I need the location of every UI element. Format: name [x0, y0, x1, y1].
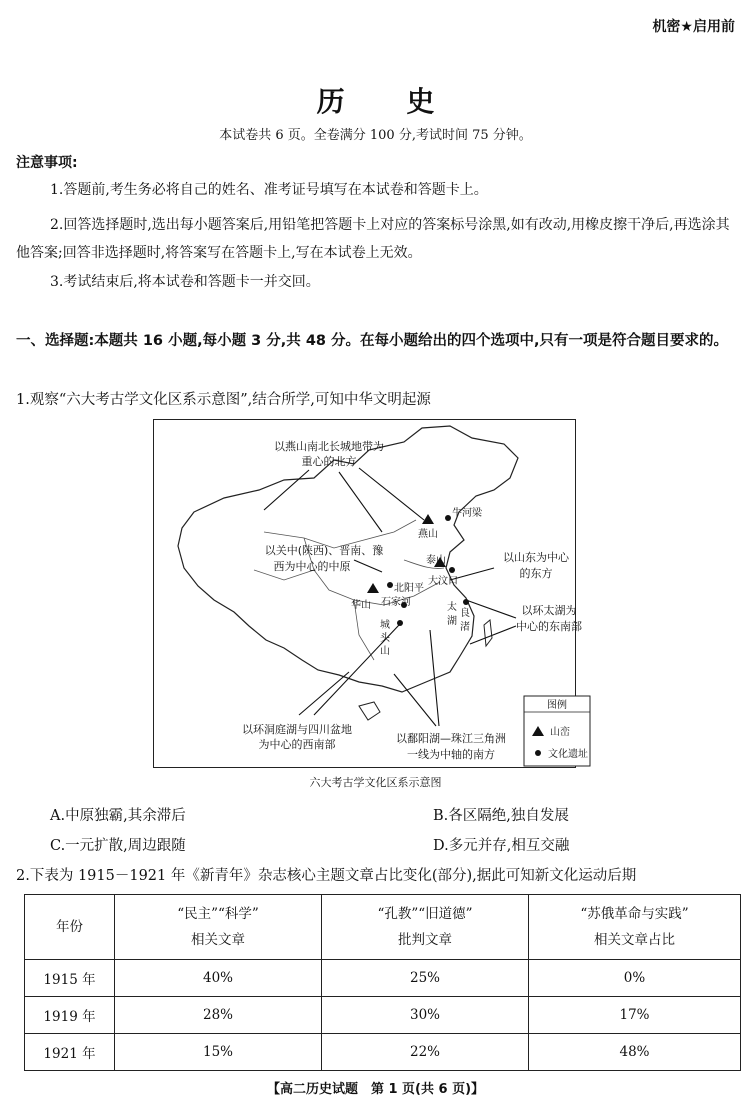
site-dot-beiyangping	[387, 582, 393, 588]
mountain-label-huashan: 华山	[351, 600, 371, 611]
region-label-south-2: 一线为中轴的南方	[407, 748, 495, 761]
culture-region-map	[153, 419, 588, 768]
site-label-niuheliang: 牛河梁	[452, 508, 482, 519]
site-label-liangzhu-2: 渚	[460, 622, 470, 633]
table-header-row	[25, 895, 741, 960]
table-cell: 1915 年	[25, 960, 115, 997]
header-line: 相关文章占比	[594, 932, 675, 948]
region-label-southwest-2: 为中心的西南部	[258, 738, 336, 751]
map-svg	[154, 420, 588, 767]
region-label-southwest-1: 以环洞庭湖与四川盆地	[242, 723, 352, 736]
mountain-marker-yanshan	[422, 514, 434, 524]
site-label-taihu-2: 湖	[447, 616, 457, 627]
table-row	[25, 1034, 741, 1071]
site-label-liangzhu-1: 良	[460, 608, 470, 619]
site-label-chengtoushan-3: 山	[380, 646, 390, 657]
site-dot-niuheliang	[445, 515, 451, 521]
map-legend	[524, 696, 590, 766]
table-header-cell	[115, 895, 322, 960]
mountain-label-yanshan: 燕山	[418, 529, 438, 540]
table-cell: 15%	[115, 1034, 322, 1071]
q1-option-b: B.各区隔绝,独自发展	[433, 808, 569, 824]
region-label-north-2: 重心的北方	[301, 455, 357, 468]
question-1-stem: 1.观察“六大考古学文化区系示意图”,结合所学,可知中华文明起源	[16, 392, 431, 408]
table-cell: 25%	[322, 960, 529, 997]
table-cell: 17%	[529, 997, 741, 1034]
q1-option-d: D.多元并存,相互交融	[433, 838, 570, 854]
header-line: “苏俄革命与实践”	[580, 906, 689, 922]
site-label-beiyangping: 北阳平	[394, 583, 424, 594]
site-dot-chengtoushan	[397, 620, 403, 626]
site-dot-liangzhu	[463, 599, 469, 605]
notice-item-1: 1.答题前,考生务必将自己的姓名、准考证号填写在本试卷和答题卡上。	[50, 182, 488, 198]
notice-heading: 注意事项:	[16, 155, 78, 171]
header-line: 相关文章	[191, 932, 245, 948]
legend-site-label: 文化遗址	[548, 749, 588, 760]
region-label-south-1: 以鄱阳湖—珠江三角洲	[396, 732, 506, 745]
table-cell: 0%	[529, 960, 741, 997]
header-line: “孔教”“旧道德”	[377, 906, 473, 922]
site-label-chengtoushan-2: 头	[380, 633, 390, 644]
header-line: 批判文章	[398, 932, 452, 948]
exam-title: 历 史	[316, 85, 461, 118]
site-label-taihu-1: 太	[447, 602, 457, 613]
map-caption: 六大考古学文化区系示意图	[309, 776, 442, 789]
legend-mountain-label: 山峦	[550, 727, 570, 738]
legend-title: 图例	[547, 700, 567, 711]
region-label-central-1: 以关中(陕西)、晋南、豫	[264, 544, 384, 557]
region-label-north-1: 以燕山南北长城地带为	[274, 440, 384, 453]
table-cell: 40%	[115, 960, 322, 997]
region-label-east-2: 的东方	[519, 567, 553, 580]
question-2-stem: 2.下表为 1915－1921 年《新青年》杂志核心主题文章占比变化(部分),据此可知新文化运动后期	[16, 868, 637, 884]
mountain-marker-huashan	[367, 583, 379, 593]
table-row	[25, 960, 741, 997]
region-label-southeast-1: 以环太湖为	[521, 604, 577, 617]
notice-item-2: 2.回答选择题时,选出每小题答案后,用铅笔把答题卡上对应的答案标号涂黑,如有改动,用橡皮擦干净后,再选涂其他答案;回答非选择题时,将答案写在答题卡上,写在本试卷上无效。	[16, 217, 730, 261]
table-cell: 28%	[115, 997, 322, 1034]
table-row	[25, 997, 741, 1034]
q1-option-a: A.中原独霸,其余滞后	[50, 808, 186, 824]
header-line: “民主”“科学”	[177, 906, 259, 922]
table-cell: 22%	[322, 1034, 529, 1071]
table-cell: 48%	[529, 1034, 741, 1071]
taiwan-outline	[484, 620, 492, 646]
confidential-mark: 机密★启用前	[652, 19, 735, 35]
table-cell: 1919 年	[25, 997, 115, 1034]
region-label-central-2: 西为中心的中原	[273, 560, 351, 573]
table-header-cell	[25, 895, 115, 960]
region-label-southeast-2: 中心的东南部	[516, 620, 582, 633]
region-label-east-1: 以山东为中心	[503, 551, 569, 564]
exam-subtitle: 本试卷共 6 页。全卷满分 100 分,考试时间 75 分钟。	[219, 128, 532, 143]
hainan-outline	[359, 702, 380, 720]
table-cell: 1921 年	[25, 1034, 115, 1071]
mountain-label-taishan: 泰山	[426, 555, 446, 566]
site-label-chengtoushan-1: 城	[380, 620, 390, 631]
table-header-cell	[529, 895, 741, 960]
notice-item-3: 3.考试结束后,将本试卷和答题卡一并交回。	[50, 274, 320, 290]
table-cell: 30%	[322, 997, 529, 1034]
header-year: 年份	[56, 919, 83, 935]
q2-data-table	[24, 894, 741, 1071]
q1-option-c: C.一元扩散,周边跟随	[50, 838, 186, 854]
site-label-shijiahe: 石家河	[381, 597, 411, 608]
section-heading: 一、选择题:本题共 16 小题,每小题 3 分,共 48 分。在每小题给出的四个选项中,只有一项是符合题目要求的。	[16, 333, 729, 349]
legend-site-icon	[535, 750, 541, 756]
site-dot-dawenkou	[449, 567, 455, 573]
site-label-dawenkou: 大汶口	[428, 576, 458, 587]
page-footer: 【高二历史试题 第 1 页(共 6 页)】	[266, 1082, 485, 1097]
table-header-cell	[322, 895, 529, 960]
